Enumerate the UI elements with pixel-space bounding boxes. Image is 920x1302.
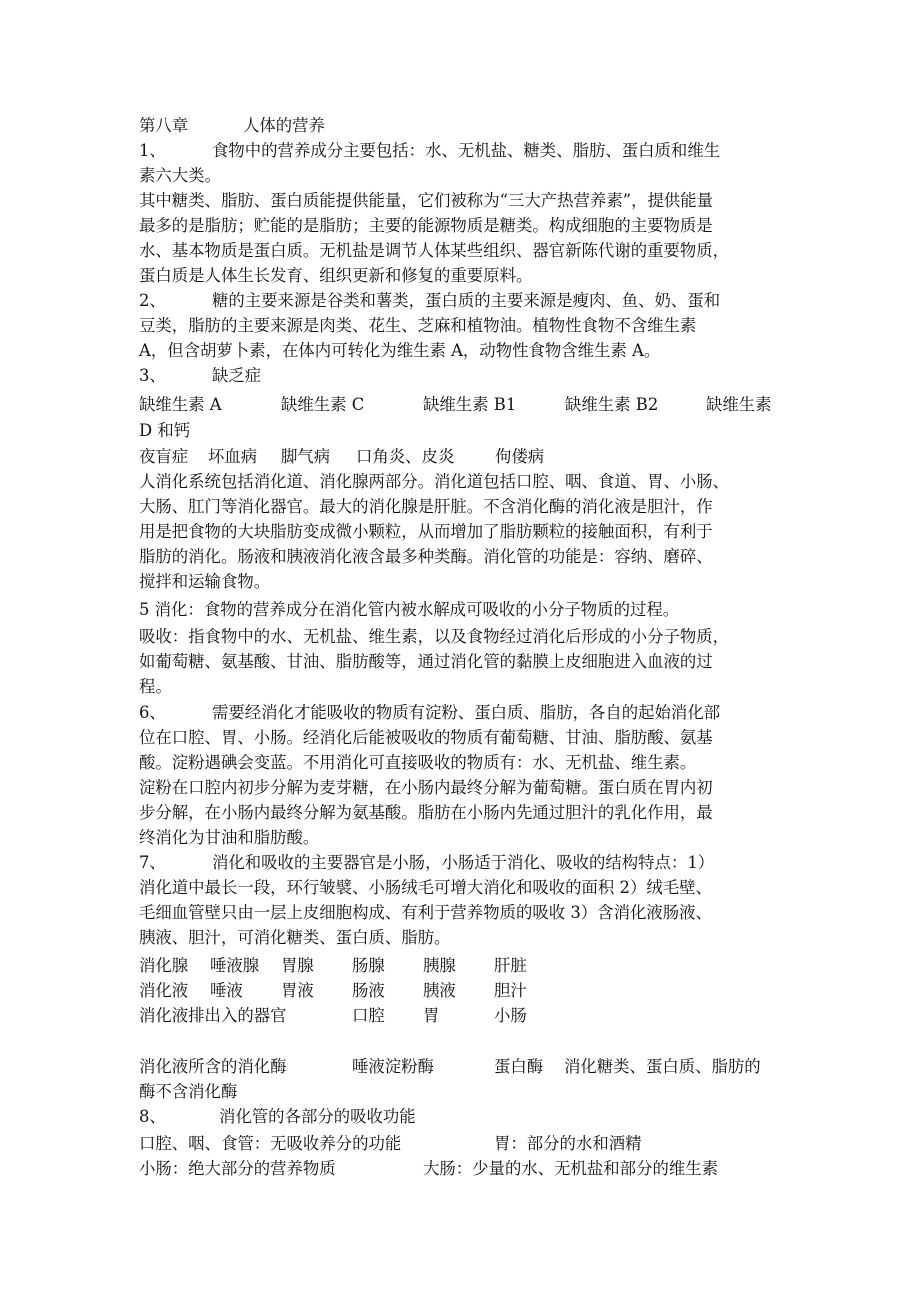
cell: 胰液 [423,981,456,1000]
line-text: 人消化系统包括消化道、消化腺两部分。消化道包括口腔、咽、食道、胃、小肠、 [139,472,730,491]
text-line [139,728,713,748]
line-text: 缺乏症 [212,366,262,385]
text-line [139,778,713,798]
line-text: 位在口腔、胃、小肠。经消化后能被吸收的物质有葡萄糖、甘油、脂肪酸、氨基 [139,728,713,747]
line-text: 程。 [139,677,172,696]
text-line [139,903,712,923]
cell: 缺维生素 [706,395,772,414]
line-text: 消化管的各部分的吸收功能 [219,1107,416,1126]
cell: 口角炎、皮炎 [356,447,455,466]
cell: 消化腺 [139,956,189,975]
text-line [139,191,713,211]
cell: 胰腺 [423,956,456,975]
line-text: 吸收：指食物中的水、无机盐、维生素，以及食物经过消化后形成的小分子物质， [139,627,730,646]
line-text: 大肠、肛门等消化器官。最大的消化腺是肝脏。不含消化酶的消化液是胆汁，作 [139,497,713,516]
line-text: 5 消化：食物的营养成分在消化管内被水解成可吸收的小分子物质的过程。 [139,600,680,619]
text-line [139,753,696,773]
line-text: 毛细血管壁只由一层上皮细胞构成、有利于营养物质的吸收 3）含消化液肠液、 [139,903,712,922]
item-number: 6、 [139,703,166,722]
text-line [139,878,712,898]
line-text: 蛋白质是人体生长发育、组织更新和修复的重要原料。 [139,266,533,285]
item-number: 7、 [139,853,166,872]
cell: 夜盲症 [139,447,189,466]
line-text: 胰液、胆汁，可消化糖类、蛋白质、脂肪。 [139,928,451,947]
line-text: 淀粉在口腔内初步分解为麦芽糖，在小肠内最终分解为葡萄糖。蛋白质在胃内初 [139,778,713,797]
line-text: A，但含胡萝卜素，在体内可转化为维生素 A，动物性食物含维生素 A。 [139,341,661,360]
line-text: 素六大类。 [139,166,221,185]
text-line [139,421,190,441]
text-line [139,600,679,620]
text-line [139,928,450,948]
item-number: 8、 [139,1107,166,1126]
cell: 消化液 [139,981,189,1000]
line-text: 搅拌和运输食物。 [139,572,271,591]
item-number: 3、 [139,366,166,385]
line-text: 如葡萄糖、氨基酸、甘油、脂肪酸等，通过消化管的黏膜上皮细胞进入血液的过 [139,652,713,671]
text-line [139,266,532,286]
text-line [139,1082,237,1102]
line-text: 食物中的营养成分主要包括：水、无机盐、糖类、脂肪、蛋白质和维生 [212,141,721,160]
cell: 唾液腺 [210,956,260,975]
text-line [139,547,713,567]
line-text: 步分解，在小肠内最终分解为氨基酸。脂肪在小肠内先通过胆汁的乳化作用，最 [139,803,713,822]
cell: 肠腺 [352,956,385,975]
cell: 缺维生素 C [281,395,365,414]
line-text: D 和钙 [139,421,191,440]
cell: 胃 [423,1006,440,1025]
line-text: 酶不含消化酶 [139,1082,238,1101]
line-text: 最多的是脂肪；贮能的是脂肪；主要的能源物质是糖类。构成细胞的主要物质是 [139,216,713,235]
cell: 佝偻病 [495,447,545,466]
line-text: 需要经消化才能吸收的物质有淀粉、蛋白质、脂肪，各自的起始消化部 [212,703,721,722]
text-line [139,828,319,848]
cell: 脚气病 [281,447,331,466]
item-number: 1、 [139,141,166,160]
cell: 大肠：少量的水、无机盐和部分的维生素 [423,1159,719,1178]
text-line [139,241,729,261]
cell: 小肠：绝大部分的营养物质 [139,1159,336,1178]
cell: 肠液 [352,981,385,1000]
cell: 胆汁 [494,981,527,1000]
text-line [139,627,729,647]
line-text: 其中糖类、脂肪、蛋白质能提供能量，它们被称为“三大产热营养素”，提供能量 [139,191,714,210]
cell: 口腔、咽、食管：无吸收养分的功能 [139,1134,402,1153]
cell: 消化液所含的消化酶 [139,1057,287,1076]
text-line [139,472,729,492]
text-line [139,166,221,186]
text-line [139,572,270,592]
line-text: 消化道中最长一段，环行皱襞、小肠绒毛可增大消化和吸收的面积 2）绒毛壁、 [139,878,712,897]
cell: 胃腺 [281,956,314,975]
cell: 坏血病 [208,447,258,466]
line-text: 水、基本物质是蛋白质。无机盐是调节人体某些组织、器官新陈代谢的重要物质， [139,241,730,260]
cell: 缺维生素 A [139,395,222,414]
line-text: 用是把食物的大块脂肪变成微小颗粒，从而增加了脂肪颗粒的接触面积，有利于 [139,522,713,541]
text-line [139,803,713,823]
cell: 胃：部分的水和酒精 [494,1134,642,1153]
line-text: 糖的主要来源是谷类和薯类，蛋白质的主要来源是瘦肉、鱼、奶、蛋和 [212,291,721,310]
cell: 胃液 [281,981,314,1000]
cell: 肝脏 [494,956,527,975]
cell: 蛋白酶 [494,1057,544,1076]
cell: 消化糖类、蛋白质、脂肪的 [564,1057,761,1076]
cell: 口腔 [352,1006,385,1025]
line-text: 终消化为甘油和脂肪酸。 [139,828,320,847]
line-text: 酸。淀粉遇碘会变蓝。不用消化可直接吸收的物质有：水、无机盐、维生素。 [139,753,697,772]
cell: 缺维生素 B2 [565,395,659,414]
text-line [139,677,172,697]
text-line [139,522,713,542]
line-text: 消化和吸收的主要器官是小肠，小肠适于消化、吸收的结构特点：1） [212,853,715,872]
line-text: 豆类，脂肪的主要来源是肉类、花生、芝麻和植物油。植物性食物不含维生素 [139,316,697,335]
item-number: 2、 [139,291,166,310]
chapter-name: 人体的营养 [243,116,325,135]
cell: 缺维生素 B1 [423,395,517,414]
text-line [139,341,660,361]
text-line [139,497,713,517]
cell: 小肠 [494,1006,527,1025]
cell: 消化液排出入的器官 [139,1006,287,1025]
cell: 唾液淀粉酶 [352,1057,434,1076]
text-line [139,216,713,236]
line-text: 脂肪的消化。肠液和胰液消化液含最多种类酶。消化管的功能是：容纳、磨碎、 [139,547,713,566]
cell: 唾液 [210,981,243,1000]
chapter-number: 第八章 [139,116,189,135]
text-line [139,316,696,336]
text-line [139,652,713,672]
